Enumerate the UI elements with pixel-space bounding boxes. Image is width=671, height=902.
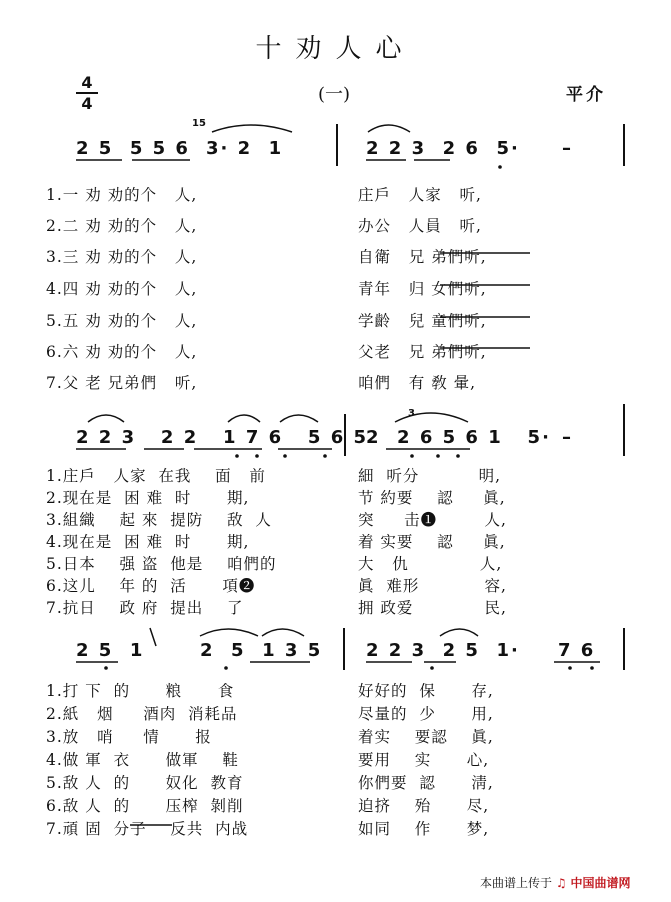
grace-note: 3 — [408, 408, 417, 419]
verse-line-left: 5.敌 人 的 奴化 教育 — [46, 774, 244, 792]
verse-line-right: 細 听分 明, — [358, 467, 502, 485]
verse-line-right: 庄戶 人家 听, — [358, 186, 482, 204]
time-signature-top: 4 — [81, 73, 93, 92]
verse-line-right: 你們要 認 淸, — [358, 774, 494, 792]
verse-line-right: 学齡 兒 童們听, — [358, 312, 487, 330]
slur — [228, 415, 260, 422]
verse-line-left: 7.抗日 政 府 提出 了 — [46, 599, 244, 617]
verse-line-left: 5.日本 强 盗 他是 咱們的 — [46, 555, 277, 573]
notes-s3-c: 2 2 3 2 5 1· — [366, 640, 520, 661]
octave-dots — [104, 165, 594, 670]
slurs — [88, 125, 478, 646]
dot — [568, 666, 572, 670]
notes-s3-d: 7 6 — [558, 640, 596, 661]
notes-s3-b: 2 5 1 3 5 — [200, 640, 323, 661]
verse-line-right: 办公 人員 听, — [358, 217, 482, 235]
slur — [280, 415, 318, 422]
music-logo-icon: ♫ — [555, 876, 567, 890]
dot — [410, 454, 414, 458]
verse-line-left: 7.父 老 兄弟們 听, — [46, 374, 198, 392]
verse-line-left: 1.一 劝 劝的个 人, — [46, 186, 198, 204]
verse-line-right: 好好的 保 存, — [358, 682, 494, 700]
breath-mark — [150, 628, 156, 646]
beams — [76, 160, 600, 825]
author: 平介 — [566, 85, 606, 105]
notes-s1-a: 2 5 5 5 6 — [76, 138, 190, 159]
verse-line-left: 5.五 劝 劝的个 人, — [46, 312, 198, 330]
dot — [283, 454, 287, 458]
verse-line-right: 迫挤 殆 尽, — [358, 797, 490, 815]
dot — [498, 165, 502, 169]
verse-line-left: 6.敌 人 的 压榨 剝削 — [46, 797, 244, 815]
verse-line-left: 6.这儿 年 的 活 項❷ — [46, 577, 256, 595]
dot — [323, 454, 327, 458]
verse-line-right: 节 約要 認 眞, — [358, 489, 506, 507]
verse-line-right: 青年 归 女們听, — [358, 280, 487, 298]
verse-line-left: 3.組織 起 來 提防 敌 人 — [46, 511, 272, 529]
verse-line-right: 父老 兄 弟們听, — [358, 343, 487, 361]
verse-line-left: 4.现在是 困 难 时 期, — [46, 533, 250, 551]
notes-s3-a: 2 5 1 — [76, 640, 145, 661]
slur — [395, 413, 468, 422]
verse-line-right: 突 击❶ 人, — [358, 511, 507, 529]
grace-note: 5 — [199, 118, 208, 129]
verse-line-left: 1.打 下 的 粮 食 — [46, 682, 235, 700]
verse-line-left: 3.三 劝 劝的个 人, — [46, 248, 198, 266]
dot — [235, 454, 239, 458]
verse-line-right: 眞 难形 容, — [358, 577, 507, 595]
verse-line-left: 2.二 劝 劝的个 人, — [46, 217, 198, 235]
verse-line-right: 尽量的 少 用, — [358, 705, 494, 723]
verse-line-right: 着 实要 認 眞, — [358, 533, 506, 551]
section-label: (一) — [318, 84, 351, 105]
verse-line-left: 6.六 劝 劝的个 人, — [46, 343, 198, 361]
song-title: 十劝人心 — [255, 34, 416, 64]
slur — [368, 125, 410, 132]
verse-line-right: 如同 作 梦, — [358, 820, 490, 838]
footer — [480, 874, 630, 891]
verse-line-left: 2.紙 烟 酒肉 消耗品 — [46, 705, 238, 723]
verse-line-left: 2.现在是 困 难 时 期, — [46, 489, 250, 507]
footer-brand[interactable]: 中国曲谱网 — [570, 876, 631, 890]
dot — [104, 666, 108, 670]
verse-line-right: 咱們 有 敎 暈, — [358, 374, 477, 392]
dot — [590, 666, 594, 670]
slur — [88, 415, 124, 422]
verse-line-right: 拥 政爱 民, — [358, 599, 507, 617]
notes-s1-dash: – — [562, 138, 573, 159]
verse-line-right: 要用 实 心, — [358, 751, 490, 769]
slur — [440, 629, 478, 636]
slur — [262, 629, 304, 636]
notes-s2-a: 2 2 3 2 2 1 7 6 5 6 5 — [76, 427, 369, 448]
dot — [430, 666, 434, 670]
dot — [436, 454, 440, 458]
notes-s1-b: 3· 2 1 — [206, 138, 284, 159]
verse-line-right: 着实 要認 眞, — [358, 728, 494, 746]
notes-s2-b: 2 2 6 5 6 1 5· — [366, 427, 551, 448]
verse-line-left: 1.庄戶 人家 在我 面 前 — [46, 467, 266, 485]
verse-line-right: 自衛 兄 弟們听, — [358, 248, 487, 266]
slur — [212, 125, 292, 132]
notes-s1-c: 2 2 3 2 6 5· — [366, 138, 520, 159]
slur — [200, 629, 258, 636]
grace-note: 1 — [192, 118, 201, 129]
verse-line-left: 4.做 軍 衣 做軍 鞋 — [46, 751, 239, 769]
dot — [255, 454, 259, 458]
footer-text: 本曲谱上传于 — [480, 876, 553, 890]
verse-line-left: 3.放 哨 情 报 — [46, 728, 212, 746]
verse-line-left: 7.頑 固 分子 反共 内战 — [46, 820, 249, 838]
verse-line-left: 4.四 劝 劝的个 人, — [46, 280, 198, 298]
dot — [224, 666, 228, 670]
verse-line-right: 大 仇 人, — [358, 555, 503, 573]
time-signature-bottom: 4 — [81, 94, 93, 113]
dot — [456, 454, 460, 458]
notes-s2-dash: – — [562, 427, 573, 448]
